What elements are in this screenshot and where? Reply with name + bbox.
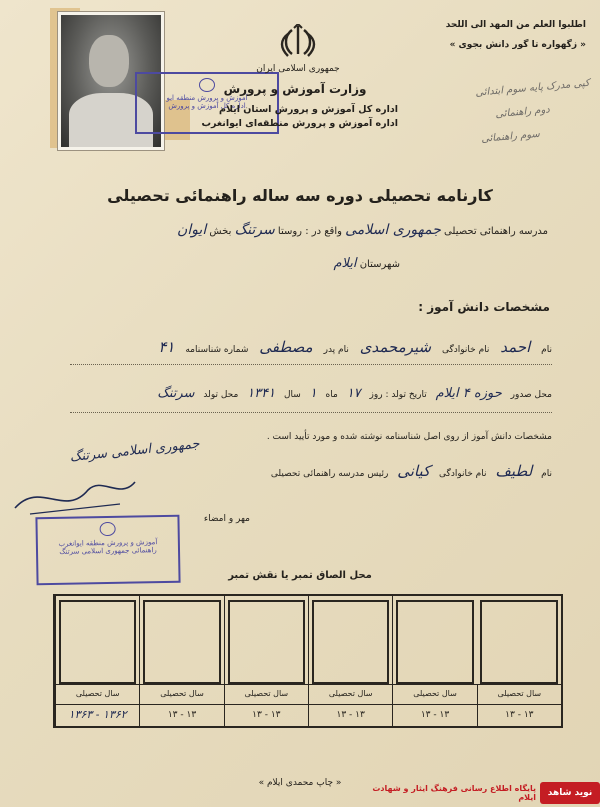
stamp-cell bbox=[224, 596, 308, 684]
stamp-box bbox=[480, 600, 558, 684]
printer-credit: « چاپ محمدی ایلام » bbox=[258, 778, 342, 788]
certification-statement: مشخصات دانش آموز از روی اصل شناسنامه نوشته شده و مورد تأیید است . bbox=[266, 432, 552, 442]
principal-line bbox=[120, 462, 552, 488]
official-stamp-bottom bbox=[35, 515, 180, 586]
label-father: نام پدر bbox=[323, 345, 349, 355]
label-city: شهرستان bbox=[359, 259, 400, 270]
portrait-figure bbox=[89, 35, 129, 87]
label-birthplace: محل تولد bbox=[203, 390, 239, 400]
school-line bbox=[70, 222, 548, 246]
year-value: ۱۳ - ۱۳ bbox=[139, 704, 223, 726]
village-value: سرتنگ bbox=[234, 222, 275, 238]
signature-scribble bbox=[10, 470, 140, 520]
document-title: کارنامه تحصیلی دوره سه ساله راهنمائی تحصیلی bbox=[107, 186, 493, 205]
year-label: سال تحصیلی bbox=[55, 684, 139, 704]
pencil-note-line3: سوم راهنمائی bbox=[480, 128, 541, 145]
stamp-box bbox=[59, 600, 136, 684]
year-label: سال تحصیلی bbox=[308, 684, 392, 704]
principal-name: لطیف bbox=[495, 462, 533, 480]
principal-family: کیانی bbox=[397, 462, 431, 480]
year-value: ۱۳۶۲ - ۱۳۶۳ bbox=[55, 704, 139, 726]
year-value: ۱۳ - ۱۳ bbox=[392, 704, 476, 726]
birth-year: ۱۳۴۱ bbox=[247, 386, 276, 401]
pencil-note-line2: دوم راهنمائی bbox=[494, 104, 551, 121]
label-year: سال bbox=[283, 390, 301, 400]
quote-arabic: اطلبوا العلم من المهد الی اللحد bbox=[445, 20, 586, 30]
id-value: ۴۱ bbox=[158, 338, 175, 356]
quote-persian: « زگهواره تا گور دانش بجوی » bbox=[449, 40, 586, 50]
district-value: ایوان bbox=[177, 222, 207, 238]
label-birth: تاریخ تولد : روز bbox=[369, 390, 427, 400]
birthplace-value: سرتنگ bbox=[157, 386, 195, 401]
label-month: ماه bbox=[325, 390, 338, 400]
birth-day: ۱۷ bbox=[346, 386, 361, 401]
student-birth-line bbox=[70, 386, 552, 413]
stamp-bottom-line1: آموزش و پرورش منطقه ایوانغرب bbox=[58, 538, 158, 548]
stamp-box bbox=[228, 600, 305, 684]
stamp-cell bbox=[308, 596, 392, 684]
label-issue: محل صدور bbox=[510, 390, 552, 400]
stamp-box bbox=[143, 600, 220, 684]
stamp-emblem-icon bbox=[100, 522, 116, 536]
label-village: روستا bbox=[277, 226, 303, 237]
name-value: احمد bbox=[500, 338, 531, 356]
pencil-note-line1: کپی مدرک پایه سوم ابتدائی bbox=[474, 77, 591, 99]
principal-school-handwritten: جمهوری اسلامی سرتنگ bbox=[69, 436, 201, 466]
stamp-table-title: محل الصاق تمبر یا نقش تمبر bbox=[228, 570, 372, 581]
label-principal-family: نام خانوادگی bbox=[439, 469, 487, 479]
ministry-name: وزارت آموزش و پرورش bbox=[223, 82, 367, 96]
school-value: جمهوری اسلامی bbox=[345, 222, 441, 238]
birth-month: ۱ bbox=[309, 386, 317, 401]
year-label: سال تحصیلی bbox=[224, 684, 308, 704]
city-line bbox=[160, 256, 400, 271]
label-seal-signature: مهر و امضاء bbox=[203, 514, 250, 524]
label-family: نام خانوادگی bbox=[441, 345, 490, 355]
stamp-top-line1: آموزش و پرورش منطقه ایو bbox=[166, 94, 248, 102]
stamp-bottom-line2: راهنمائی جمهوری اسلامی سرتنگ bbox=[59, 546, 157, 556]
label-id: شماره شناسنامه bbox=[185, 345, 249, 355]
student-name-line bbox=[70, 338, 552, 365]
father-value: مصطفی bbox=[259, 338, 313, 356]
label-name: نام bbox=[541, 345, 552, 355]
site-logo: نوید شاهد bbox=[540, 782, 600, 804]
year-value: ۱۳ - ۱۳ bbox=[308, 704, 392, 726]
stamp-top-line2: اداره کل آموزش و پرورش bbox=[168, 102, 246, 110]
label-principal-role: رئیس مدرسه راهنمائی تحصیلی bbox=[270, 469, 389, 479]
stamp-box bbox=[396, 600, 473, 684]
label-principal-name: نام bbox=[541, 469, 552, 479]
watermark-banner bbox=[366, 778, 600, 807]
label-district: بخش bbox=[209, 226, 232, 237]
city-value: ایلام bbox=[333, 256, 357, 271]
family-value: شیرمحمدی bbox=[359, 338, 432, 356]
year-value: ۱۳ - ۱۳ bbox=[224, 704, 308, 726]
year-label: سال تحصیلی bbox=[392, 684, 476, 704]
republic-name: جمهوری اسلامی ایران bbox=[256, 64, 340, 74]
stamp-table bbox=[53, 594, 563, 728]
label-located: واقع در : bbox=[305, 226, 342, 237]
issue-value: حوزه ۴ ایلام bbox=[435, 386, 502, 401]
stamp-cell bbox=[55, 596, 139, 684]
year-value: ۱۳ - ۱۳ bbox=[477, 704, 561, 726]
student-section-title: مشخصات دانش آموز : bbox=[418, 300, 550, 314]
stamp-cell bbox=[392, 596, 476, 684]
general-department: اداره کل آموزش و پرورش استان ایلام bbox=[218, 104, 398, 115]
iran-emblem-icon bbox=[276, 24, 320, 60]
site-name: پایگاه اطلاع رسانی فرهنگ ایثار و شهادت ایلام bbox=[372, 783, 536, 802]
label-school: مدرسه راهنمائی تحصیلی bbox=[444, 226, 548, 237]
stamp-cell bbox=[477, 596, 561, 684]
year-label: سال تحصیلی bbox=[477, 684, 561, 704]
stamp-cell bbox=[139, 596, 223, 684]
regional-department: اداره آموزش و پرورش منطقه‌ای ایوانغرب bbox=[201, 118, 398, 129]
year-label: سال تحصیلی bbox=[139, 684, 223, 704]
stamp-box bbox=[312, 600, 389, 684]
